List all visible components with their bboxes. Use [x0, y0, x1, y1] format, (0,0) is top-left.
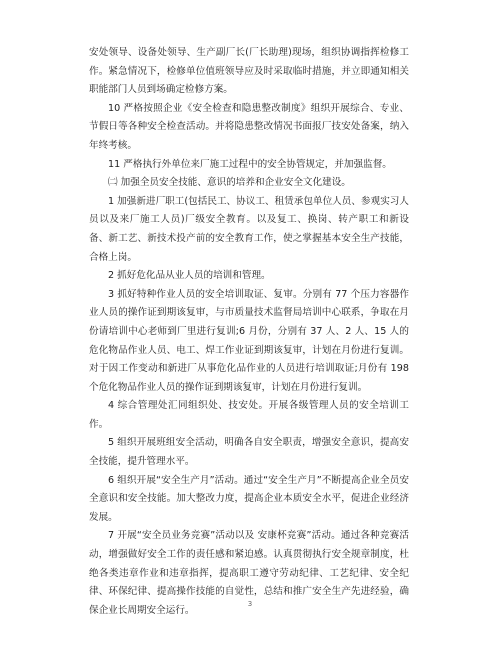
paragraph-item-10: 10 严格按照企业《安全检查和隐患整改制度》组织开展综合、专业、节假日等各种安全检查活动。并将隐患整改情况书面报厂技安处备案，纳入年终考核。 [89, 102, 409, 151]
paragraph-item-5: 5 组织开展班组安全活动，明确各自安全职责，增强安全意识，提高安全技能，提升管理水平。 [89, 437, 409, 468]
paragraph-item-2: 2 抓好危化品从业人员的培训和管理。 [108, 270, 271, 282]
paragraph-item-4: 4 综合管理处汇同组织处、技安处。开展各级管理人员的安全培训工作。 [89, 400, 409, 430]
document-body [89, 44, 409, 620]
section-heading-2: ㈡ 加强全员安全技能、意识的培养和企业安全文化建设。 [108, 177, 351, 189]
paragraph-item-3: 3 抓好特种作业人员的安全培训取证、复审。分别有 77 个压力容器作业人员的操作证到期该复审，与市质量技术监督局培训中心联系，争取在月份请培训中心老师到厂里进行复训;6 月份，分别有 37 人、2 人、15 人的危化物品作业人员、电工、焊工作业证到期该复审，计划在月份进行复训。对于因工作变动和新进厂从事危化品作业的人员进行培训取证;月份有 198 个危化物品作业人员的操作证到期该复审，计划在月份进行复训。 [89, 288, 409, 393]
paragraph-item-6: 6 组织开展“安全生产月”活动。通过“安全生产月”不断提高企业全员安全意识和安全技能。加大整改力度，提高企业本质安全水平，促进企业经济发展。 [89, 474, 409, 523]
page-number: 3 [247, 600, 253, 608]
paragraph-continuation: 安处领导、设备处领导、生产副厂长(厂长助理)现场，组织协调指挥检修工作。紧急情况下，检修单位值班领导应及时采取临时措施，并立即通知相关职能部门人员到场确定检修方案。 [89, 47, 409, 96]
paragraph-item-1: 1 加强新进厂职工(包括民工、协议工、租赁承包单位人员、参观实习人员以及来厂施工人员)厂级安全教育。以及复工、换岗、转产职工和新设备、新工艺、新技术投产前的安全教育工作，使之掌握基本安全生产技能，合格上岗。 [89, 195, 409, 263]
paragraph-item-11: 11 严格执行外单位来厂施工过程中的安全协管规定，并加强监督。 [108, 158, 392, 170]
paragraph-item-7: 7 开展“安全员业务竞赛”活动以及 安康杯竞赛”活动。通过各种竞赛活动，增强做好安全工作的责任感和紧迫感。认真贯彻执行安全规章制度，杜绝各类违章作业和违章指挥，提高职工遵守劳动纪律、工艺纪律、安全纪律、环保纪律、提高操作技能的自觉性，总结和推广安全生产先进经验，确保企业长周期安全运行。 [89, 530, 409, 616]
